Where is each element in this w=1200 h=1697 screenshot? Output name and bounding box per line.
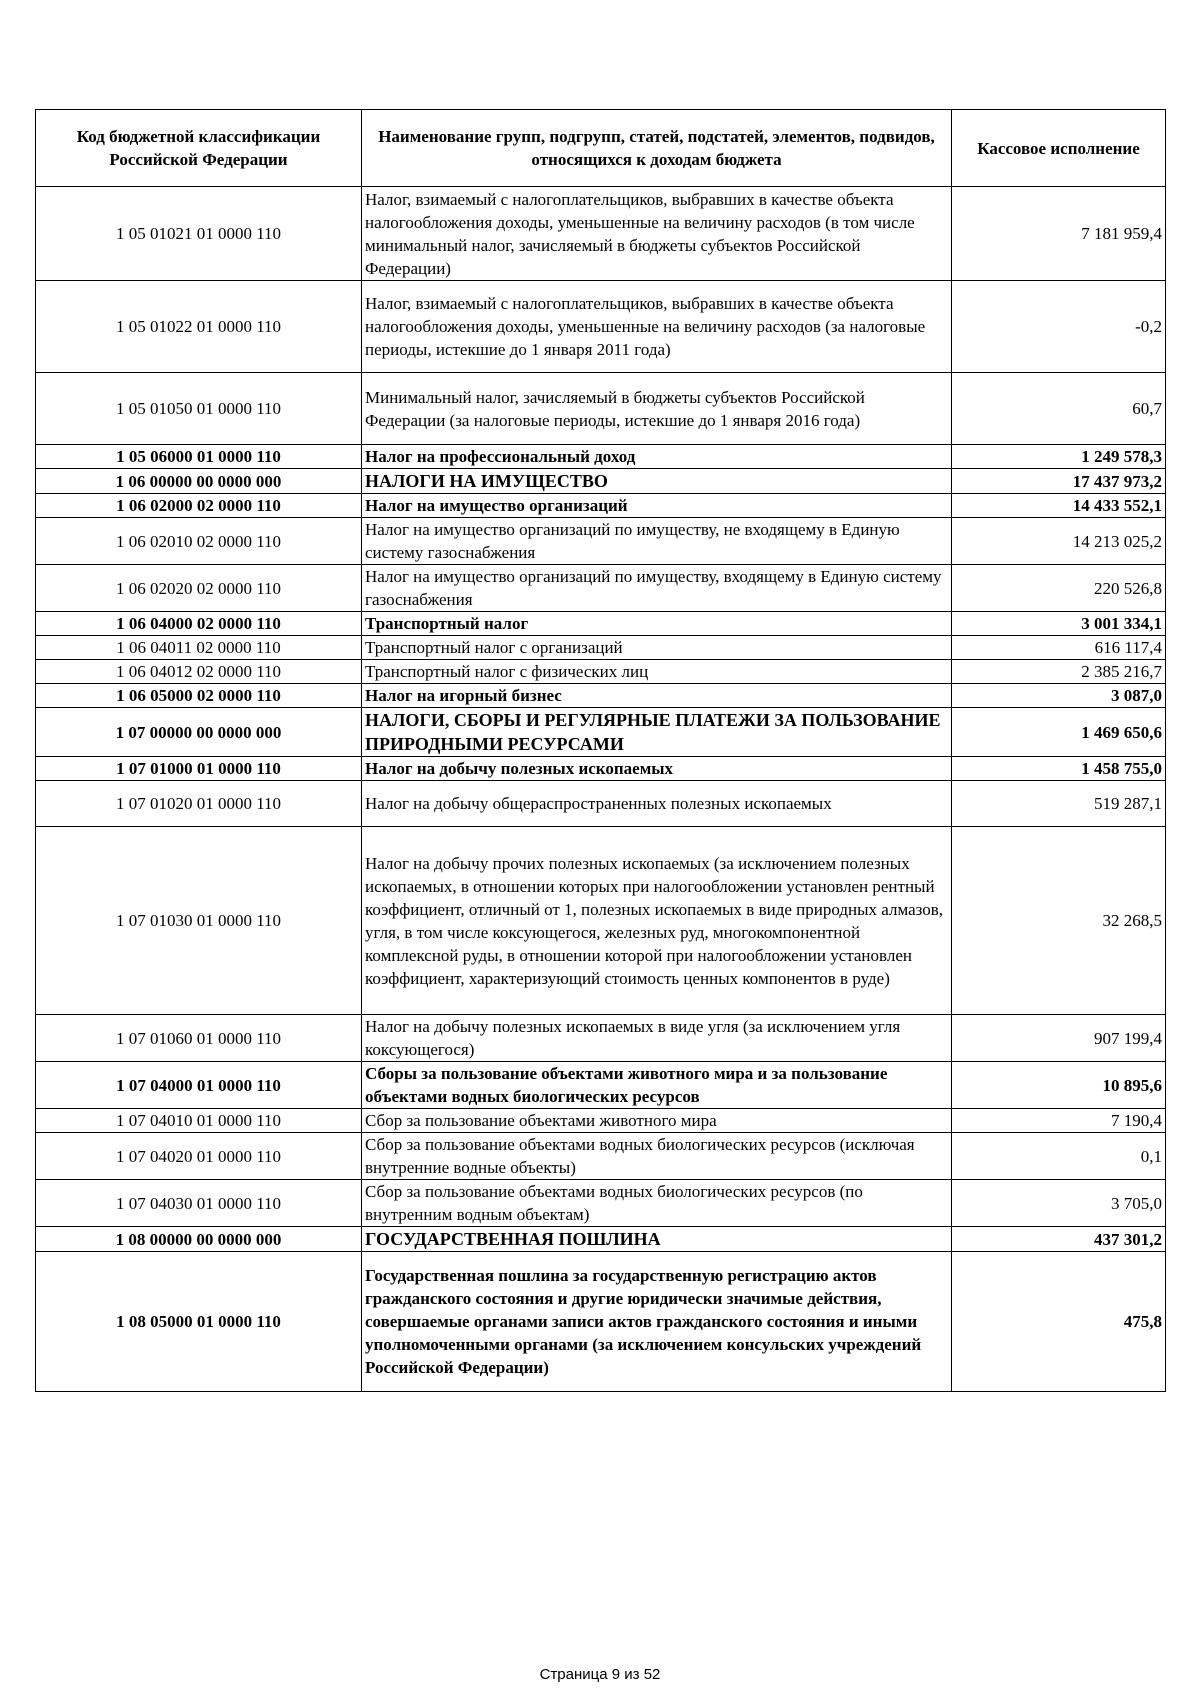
name-cell: Транспортный налог [362,612,952,636]
table-row [36,494,1166,518]
name-cell: Налог на добычу полезных ископаемых в виде угля (за исключением угля коксующегося) [362,1015,952,1062]
table-row [36,281,1166,373]
name-cell: Налог на добычу полезных ископаемых [362,757,952,781]
table-row [36,708,1166,757]
header-code: Код бюджетной классификации Российской Федерации [36,110,362,187]
name-cell: Налог на имущество организаций по имуществу, входящему в Единую систему газоснабжения [362,565,952,612]
name-cell: НАЛОГИ, СБОРЫ И РЕГУЛЯРНЫЕ ПЛАТЕЖИ ЗА ПОЛЬЗОВАНИЕ ПРИРОДНЫМИ РЕСУРСАМИ [362,708,952,757]
table-row [36,827,1166,1015]
code-cell: 1 07 01020 01 0000 110 [36,781,362,827]
amount-cell: 7 181 959,4 [952,187,1166,281]
name-cell: Налог на профессиональный доход [362,445,952,469]
amount-cell: 437 301,2 [952,1227,1166,1252]
table-row [36,757,1166,781]
code-cell: 1 07 01060 01 0000 110 [36,1015,362,1062]
amount-cell: 14 213 025,2 [952,518,1166,565]
amount-cell: 616 117,4 [952,636,1166,660]
amount-cell: 1 458 755,0 [952,757,1166,781]
name-cell: Сборы за пользование объектами животного мира и за пользование объектами водных биологических ресурсов [362,1062,952,1109]
table-row [36,518,1166,565]
table-row [36,660,1166,684]
code-cell: 1 06 02010 02 0000 110 [36,518,362,565]
name-cell: Налог, взимаемый с налогоплательщиков, выбравших в качестве объекта налогообложения доходы, уменьшенные на величину расходов (за налоговые периоды, истекшие до 1 января 2011 года) [362,281,952,373]
name-cell: НАЛОГИ НА ИМУЩЕСТВО [362,469,952,494]
code-cell: 1 06 00000 00 0000 000 [36,469,362,494]
table-row [36,781,1166,827]
code-cell: 1 06 04000 02 0000 110 [36,612,362,636]
table-row [36,612,1166,636]
page-number: Страница 9 из 52 [539,1666,661,1683]
name-cell: Налог на добычу общераспространенных полезных ископаемых [362,781,952,827]
code-cell: 1 07 00000 00 0000 000 [36,708,362,757]
code-cell: 1 07 04000 01 0000 110 [36,1062,362,1109]
table-row [36,187,1166,281]
amount-cell: 17 437 973,2 [952,469,1166,494]
amount-cell: 60,7 [952,373,1166,445]
name-cell: Транспортный налог с физических лиц [362,660,952,684]
table-row [36,1252,1166,1392]
amount-cell: 7 190,4 [952,1109,1166,1133]
code-cell: 1 05 01021 01 0000 110 [36,187,362,281]
table-header-row [36,110,1166,187]
amount-cell: 1 249 578,3 [952,445,1166,469]
table-row [36,1227,1166,1252]
name-cell: Налог на имущество организаций [362,494,952,518]
table-row [36,1109,1166,1133]
amount-cell: -0,2 [952,281,1166,373]
table-row [36,565,1166,612]
table-row [36,445,1166,469]
name-cell: Сбор за пользование объектами водных биологических ресурсов (по внутренним водным объектам) [362,1180,952,1227]
amount-cell: 907 199,4 [952,1015,1166,1062]
header-amount: Кассовое исполнение [952,110,1166,187]
code-cell: 1 05 06000 01 0000 110 [36,445,362,469]
name-cell: Налог на игорный бизнес [362,684,952,708]
name-cell: Государственная пошлина за государственную регистрацию актов гражданского состояния и другие юридически значимые действия, совершаемые органами записи актов гражданского состояния и иными уполномоченными органами (за исключением консульских учреждений Российской Федерации) [362,1252,952,1392]
amount-cell: 3 001 334,1 [952,612,1166,636]
amount-cell: 1 469 650,6 [952,708,1166,757]
code-cell: 1 06 02000 02 0000 110 [36,494,362,518]
budget-revenue-table [35,109,1166,1392]
name-cell: Налог на добычу прочих полезных ископаемых (за исключением полезных ископаемых, в отношении которых при налогообложении установлен рентный коэффициент, отличный от 1, полезных ископаемых в виде природных алмазов, угля, в том числе коксующегося, железных руд, многокомпонентной комплексной руды, в отношении которой при налогообложении установлен коэффициент, характеризующий стоимость ценных компонентов в руде) [362,827,952,1015]
amount-cell: 2 385 216,7 [952,660,1166,684]
code-cell: 1 08 05000 01 0000 110 [36,1252,362,1392]
amount-cell: 0,1 [952,1133,1166,1180]
table-row [36,684,1166,708]
header-name: Наименование групп, подгрупп, статей, подстатей, элементов, подвидов, относящихся к доходам бюджета [362,110,952,187]
code-cell: 1 06 04011 02 0000 110 [36,636,362,660]
amount-cell: 519 287,1 [952,781,1166,827]
amount-cell: 475,8 [952,1252,1166,1392]
code-cell: 1 07 01000 01 0000 110 [36,757,362,781]
table-row [36,373,1166,445]
table-row [36,1015,1166,1062]
name-cell: Сбор за пользование объектами водных биологических ресурсов (исключая внутренние водные объекты) [362,1133,952,1180]
table-row [36,469,1166,494]
amount-cell: 3 087,0 [952,684,1166,708]
amount-cell: 3 705,0 [952,1180,1166,1227]
code-cell: 1 07 01030 01 0000 110 [36,827,362,1015]
code-cell: 1 05 01022 01 0000 110 [36,281,362,373]
code-cell: 1 06 02020 02 0000 110 [36,565,362,612]
code-cell: 1 06 05000 02 0000 110 [36,684,362,708]
amount-cell: 14 433 552,1 [952,494,1166,518]
name-cell: Налог на имущество организаций по имуществу, не входящему в Единую систему газоснабжения [362,518,952,565]
amount-cell: 10 895,6 [952,1062,1166,1109]
code-cell: 1 08 00000 00 0000 000 [36,1227,362,1252]
code-cell: 1 07 04030 01 0000 110 [36,1180,362,1227]
name-cell: Сбор за пользование объектами животного мира [362,1109,952,1133]
name-cell: Транспортный налог с организаций [362,636,952,660]
amount-cell: 220 526,8 [952,565,1166,612]
amount-cell: 32 268,5 [952,827,1166,1015]
name-cell: Минимальный налог, зачисляемый в бюджеты субъектов Российской Федерации (за налоговые периоды, истекшие до 1 января 2016 года) [362,373,952,445]
table-row [36,1133,1166,1180]
table-row [36,636,1166,660]
table-row [36,1062,1166,1109]
code-cell: 1 07 04020 01 0000 110 [36,1133,362,1180]
code-cell: 1 06 04012 02 0000 110 [36,660,362,684]
name-cell: ГОСУДАРСТВЕННАЯ ПОШЛИНА [362,1227,952,1252]
code-cell: 1 07 04010 01 0000 110 [36,1109,362,1133]
name-cell: Налог, взимаемый с налогоплательщиков, выбравших в качестве объекта налогообложения доходы, уменьшенные на величину расходов (в том числе минимальный налог, зачисляемый в бюджеты субъектов Российской Федерации) [362,187,952,281]
table-row [36,1180,1166,1227]
code-cell: 1 05 01050 01 0000 110 [36,373,362,445]
